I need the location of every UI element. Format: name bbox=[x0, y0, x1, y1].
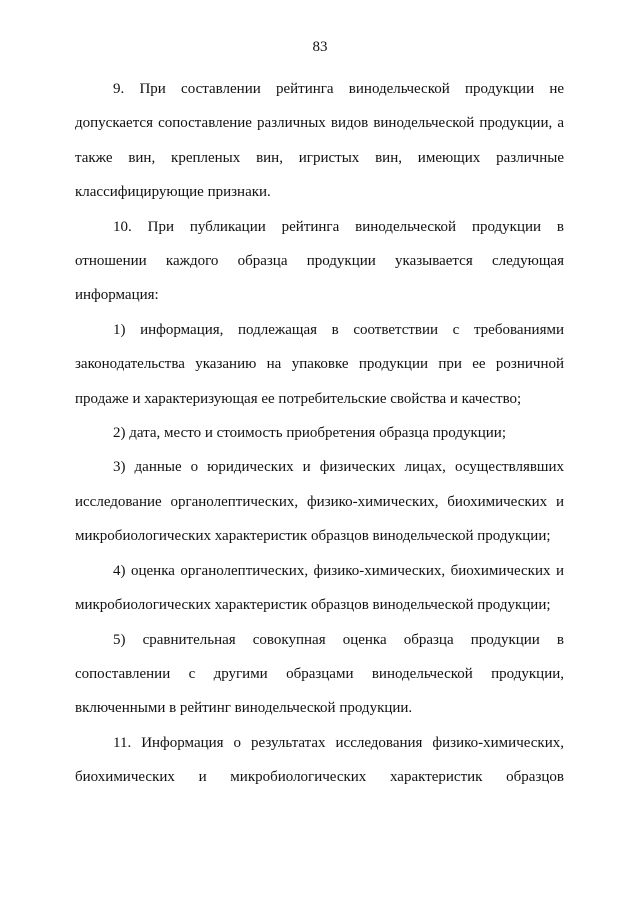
list-item-2: 2) дата, место и стоимость приобретения образца продукции; bbox=[113, 425, 506, 442]
paragraph-9: 9. При составлении рейтинга винодельческой продукции не допускается сопоставление различных видов винодельческой продукции, а также вин, крепленых вин, игристых вин, имеющих различные классифицирующие признаки. bbox=[75, 81, 564, 201]
list-item-1: 1) информация, подлежащая в соответствии с требованиями законодательства указанию на упаковке продукции при ее розничной продаже и характеризующая ее потребительские свойства и качество; bbox=[75, 321, 564, 407]
list-item-5: 5) сравнительная совокупная оценка образца продукции в сопоставлении с другими образцами винодельческой продукции, включенными в рейтинг винодельческой продукции. bbox=[75, 631, 564, 717]
list-item-4: 4) оценка органолептических, физико-химических, биохимических и микробиологических характеристик образцов винодельческой продукции; bbox=[75, 562, 564, 614]
document-body bbox=[75, 72, 564, 795]
list-item-3: 3) данные о юридических и физических лицах, осуществлявших исследование органолептических, физико-химических, биохимических и микробиологических характеристик образцов винодельческой продукции; bbox=[75, 459, 564, 545]
page-number: 83 bbox=[312, 39, 328, 55]
paragraph-11: 11. Информация о результатах исследования физико-химических, биохимических и микробиологических характеристик образцов bbox=[75, 734, 564, 786]
paragraph-10: 10. При публикации рейтинга винодельческой продукции в отношении каждого образца продукции указывается следующая информация: bbox=[75, 218, 564, 304]
